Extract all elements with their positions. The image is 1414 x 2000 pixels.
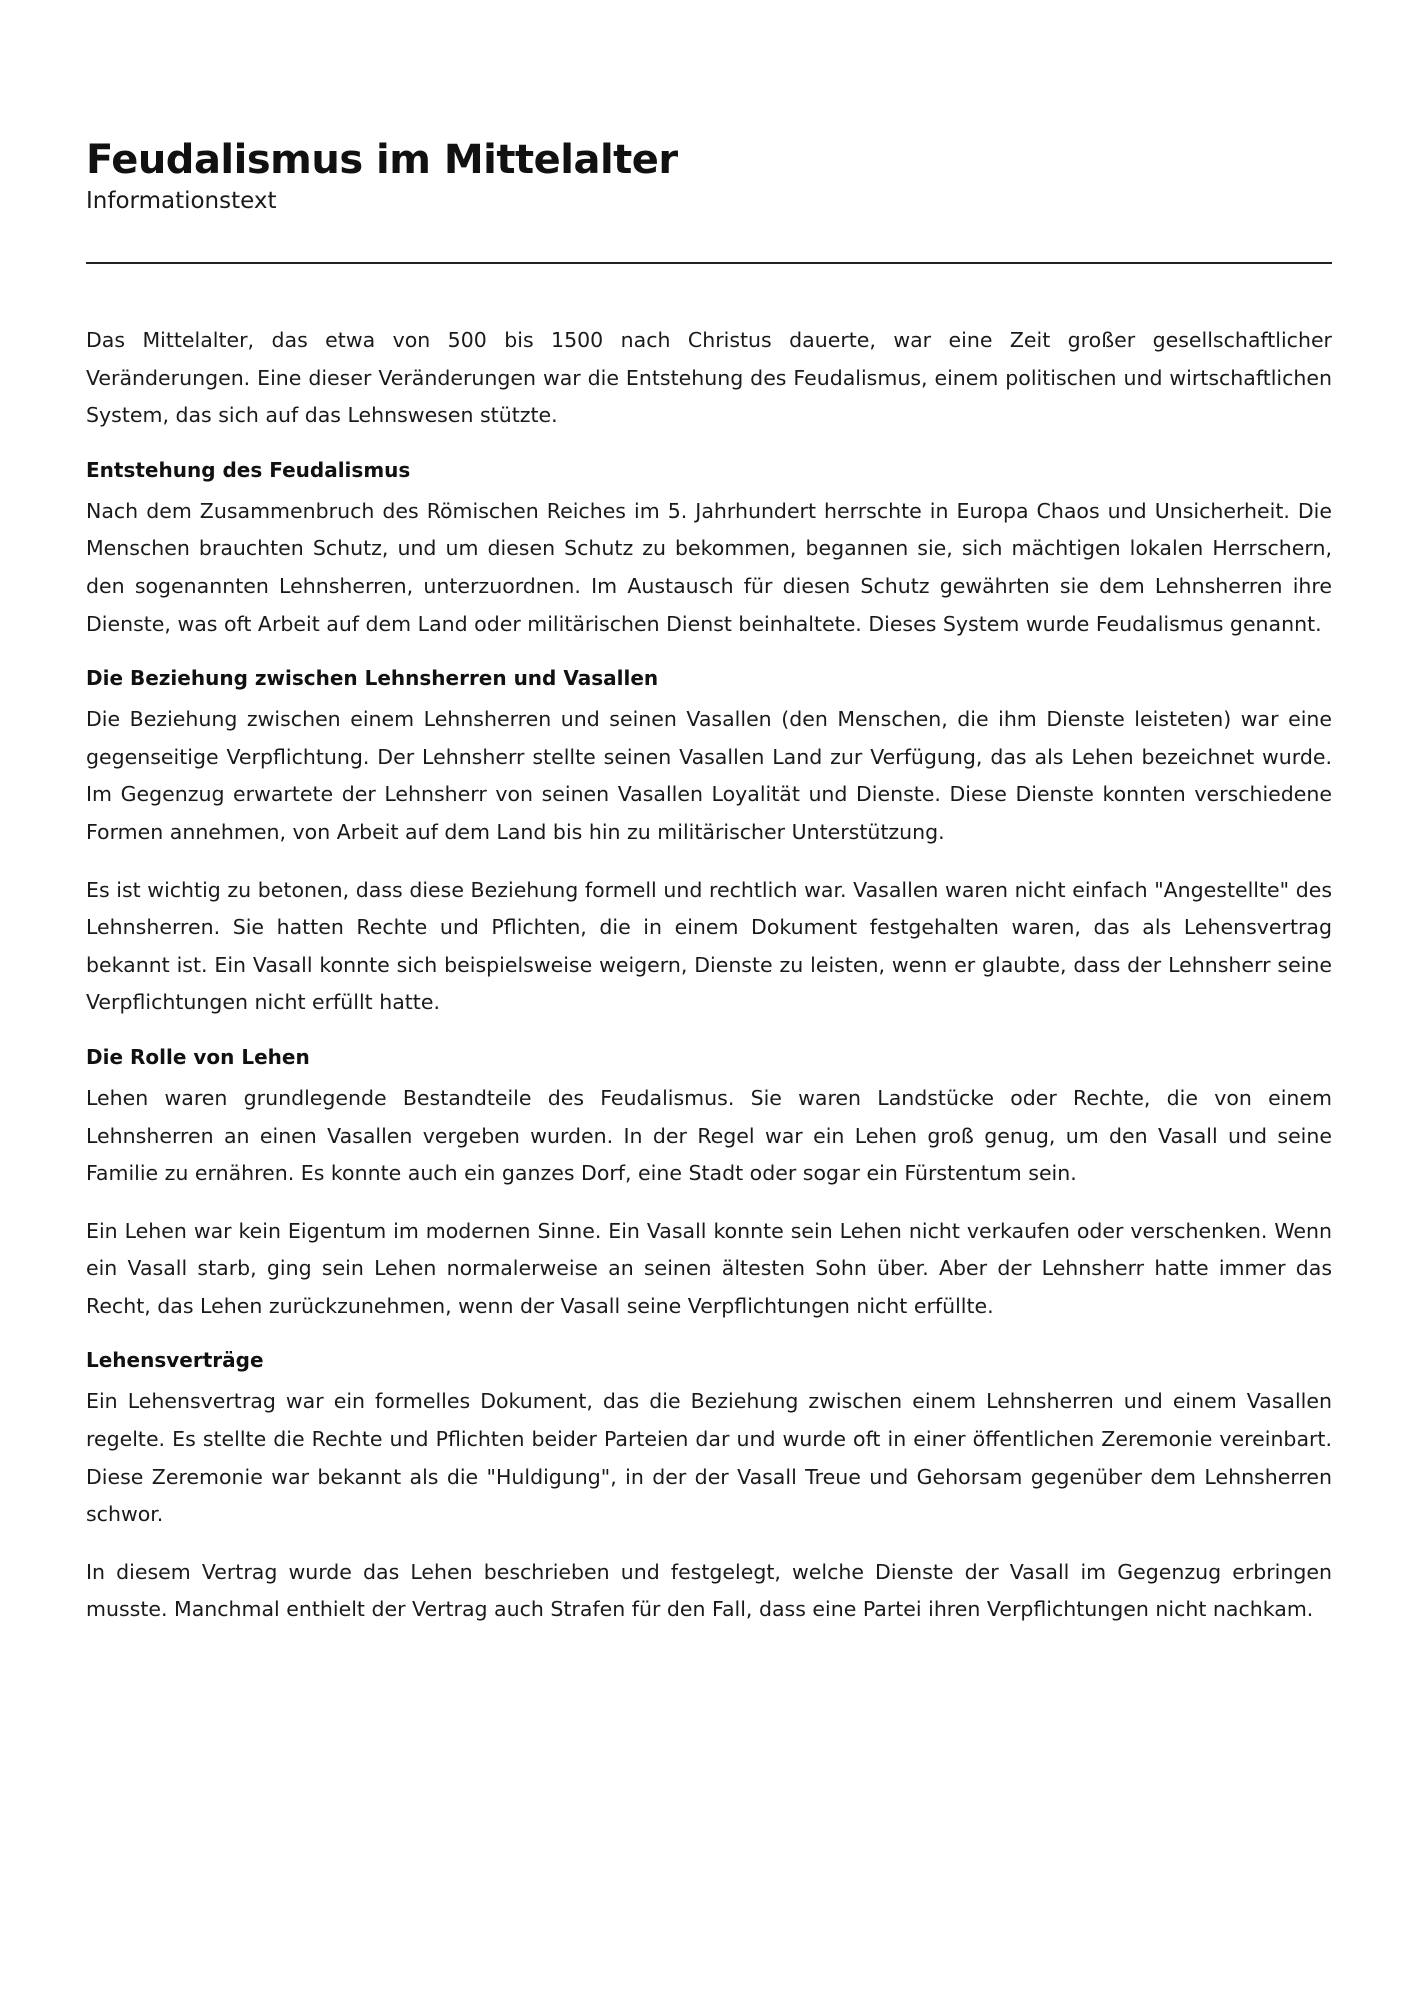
section-paragraph: Es ist wichtig zu betonen, dass diese Beziehung formell und rechtlich war. Vasallen waren nicht einfach "Angestellte" des Lehnsherren. Sie hatten Rechte und Pflichten, die in einem Dokument festgehalten waren, das als Lehensvertrag bekannt ist. Ein Vasall konnte sich beispielsweise weigern, Dienste zu leisten, wenn er glaubte, dass der Lehnsherr seine Verpflichtungen nicht erfüllt hatte. (86, 877, 1332, 1015)
title-divider (86, 262, 1332, 264)
document-body (86, 322, 1332, 1629)
section-rolle-lehen (86, 1042, 1332, 1326)
section-paragraph: Lehen waren grundlegende Bestandteile des Feudalismus. Sie waren Landstücke oder Rechte, die von einem Lehnsherren an einen Vasallen vergeben wurden. In der Regel war ein Lehen groß genug, um den Vasall und seine Familie zu ernähren. Es konnte auch ein ganzes Dorf, eine Stadt oder sogar ein Fürstentum sein. (86, 1085, 1332, 1186)
document-subtitle: Informationstext (86, 188, 277, 214)
section-paragraph: Nach dem Zusammenbruch des Römischen Reiches im 5. Jahrhundert herrschte in Europa Chaos und Unsicherheit. Die Menschen brauchten Schutz, und um diesen Schutz zu bekommen, begannen sie, sich mächtigen lokalen Herrschern, den sogenannten Lehnsherren, unterzuordnen. Im Austausch für diesen Schutz gewährten sie dem Lehnsherren ihre Dienste, was oft Arbeit auf dem Land oder militärischen Dienst beinhaltete. Dieses System wurde Feudalismus genannt. (86, 498, 1332, 636)
document-page (86, 136, 1332, 1649)
section-beziehung (86, 663, 1332, 1022)
document-title: Feudalismus im Mittelalter (86, 137, 678, 183)
section-heading: Entstehung des Feudalismus (86, 457, 411, 482)
intro-paragraph: Das Mittelalter, das etwa von 500 bis 1500 nach Christus dauerte, war eine Zeit großer gesellschaftlicher Veränderungen. Eine dieser Veränderungen war die Entstehung des Feudalismus, einem politischen und wirtschaftlichen System, das sich auf das Lehnswesen stützte. (86, 328, 1332, 428)
section-paragraph: Die Beziehung zwischen einem Lehnsherren und seinen Vasallen (den Menschen, die ihm Dienste leisteten) war eine gegenseitige Verpflichtung. Der Lehnsherr stellte seinen Vasallen Land zur Verfügung, das als Lehen bezeichnet wurde. Im Gegenzug erwartete der Lehnsherr von seinen Vasallen Loyalität und Dienste. Diese Dienste konnten verschiedene Formen annehmen, von Arbeit auf dem Land bis hin zu militärischer Unterstützung. (86, 707, 1332, 844)
section-entstehung (86, 455, 1332, 643)
section-heading: Lehensverträge (86, 1348, 264, 1373)
section-paragraph: In diesem Vertrag wurde das Lehen beschrieben und festgelegt, welche Dienste der Vasall im Gegenzug erbringen musste. Manchmal enthielt der Vertrag auch Strafen für den Fall, dass eine Partei ihren Verpflichtungen nicht nachkam. (86, 1559, 1332, 1622)
section-lehensvertraege (86, 1345, 1332, 1629)
section-heading: Die Beziehung zwischen Lehnsherren und Vasallen (86, 666, 659, 691)
section-paragraph: Ein Lehensvertrag war ein formelles Dokument, das die Beziehung zwischen einem Lehnsherren und einem Vasallen regelte. Es stellte die Rechte und Pflichten beider Parteien dar und wurde oft in einer öffentlichen Zeremonie vereinbart. Diese Zeremonie war bekannt als die "Huldigung", in der der Vasall Treue und Gehorsam gegenüber dem Lehnsherren schwor. (86, 1389, 1332, 1527)
section-heading: Die Rolle von Lehen (86, 1044, 310, 1069)
section-paragraph: Ein Lehen war kein Eigentum im modernen Sinne. Ein Vasall konnte sein Lehen nicht verkaufen oder verschenken. Wenn ein Vasall starb, ging sein Lehen normalerweise an seinen ältesten Sohn über. Aber der Lehnsherr hatte immer das Recht, das Lehen zurückzunehmen, wenn der Vasall seine Verpflichtungen nicht erfüllte. (86, 1218, 1332, 1318)
